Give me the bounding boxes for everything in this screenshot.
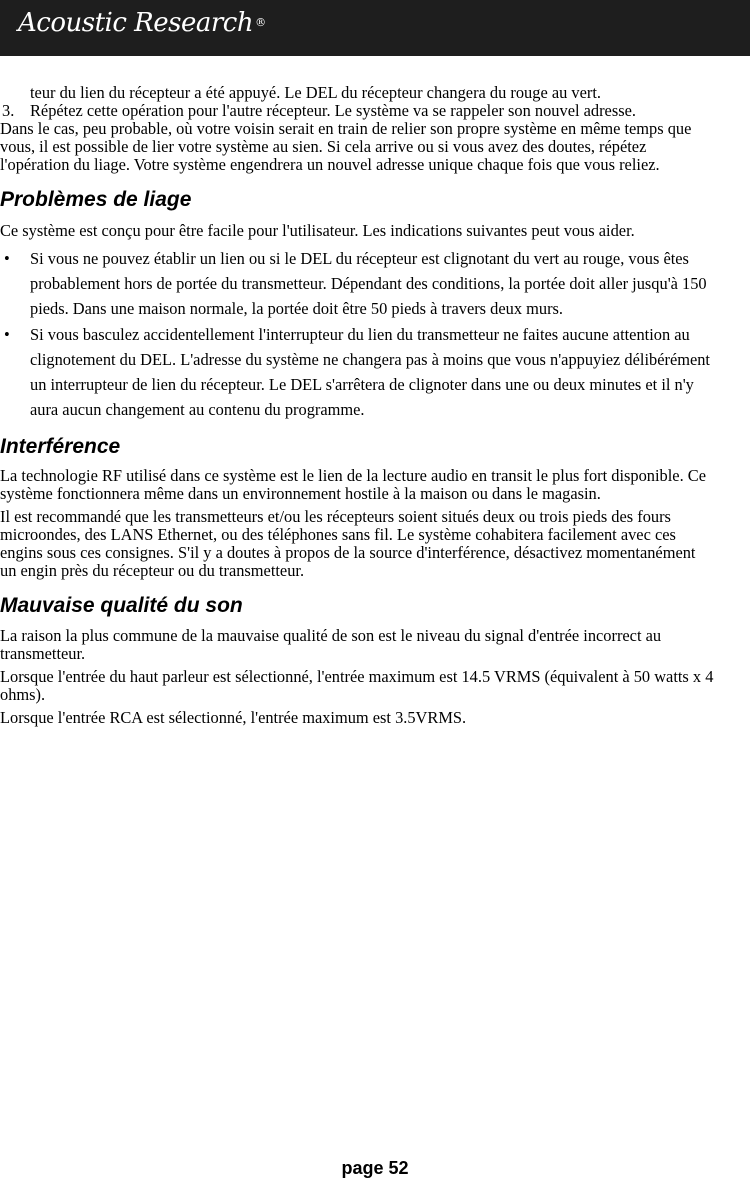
bullet-text: Si vous basculez accidentellement l'interrupteur du lien du transmetteur ne faites aucune attention au clignotement du DEL. L'adresse du système ne changera pas à moins que vous n'appuyiez délibérément un interrupteur de lien du récepteur. Le DEL s'arrêtera de clignoter dans une ou deux minutes et il n'y aura aucun changement au contenu du programme. <box>30 324 710 420</box>
sound-paragraph-2: Lorsque l'entrée du haut parleur est sélectionné, l'entrée maximum est 14.5 VRMS (équivalent à 50 watts x 4 ohms). <box>0 667 714 705</box>
list-item <box>0 322 714 423</box>
heading-mauvaise-qualite-du-son: Mauvaise qualité du son <box>0 594 243 618</box>
interference-paragraph-1: La technologie RF utilisé dans ce système est le lien de la lecture audio en transit le plus fort disponible. Ce système fonctionnera même dans un environnement hostile à la maison ou dans le magasin. <box>0 466 706 504</box>
heading-problemes-de-liage: Problèmes de liage <box>0 188 192 211</box>
list-item <box>0 246 714 322</box>
step-3-text: Répétez cette opération pour l'autre récepteur. Le système va se rappeler son nouvel adresse. <box>30 101 636 120</box>
interference-paragraph-2: Il est recommandé que les transmetteurs et/ou les récepteurs soient situés deux ou trois pieds des fours microondes, des LANS Ethernet, ou des téléphones sans fil. Le système cohabitera facilement avec ces engins sous ces consignes. S'il y a doutes à propos de la source d'interférence, désactivez momentanément un engin près du récepteur ou du transmetteur. <box>0 507 696 581</box>
liage-bullet-list <box>0 246 714 422</box>
heading-interference: Interférence <box>0 435 121 459</box>
sound-paragraph-1: La raison la plus commune de la mauvaise qualité de son est le niveau du signal d'entrée incorrect au transmetteur. <box>0 626 662 664</box>
step-3 <box>0 102 714 120</box>
brand-logo <box>18 8 266 38</box>
registered-mark: ® <box>255 16 266 29</box>
header-bar <box>0 0 750 56</box>
continued-step-text: teur du lien du récepteur a été appuyé. Le DEL du récepteur changera du rouge au vert. <box>30 83 601 102</box>
bullet-text: Si vous ne pouvez établir un lien ou si le DEL du récepteur est clignotant du vert au rouge, vous êtes probablement hors de portée du transmetteur. Dépendant des conditions, la portée doit aller jusqu'à 150 pieds. Dans une maison normale, la portée doit être 50 pieds à travers deux murs. <box>30 249 707 319</box>
sound-paragraph-3: Lorsque l'entrée RCA est sélectionné, l'entrée maximum est 3.5VRMS. <box>0 708 467 728</box>
bullet-marker: • <box>4 249 10 268</box>
neighbor-paragraph: Dans le cas, peu probable, où votre voisin serait en train de relier son propre système en même temps que vous, il est possible de lier votre système au sien. Si cela arrive ou si vous avez des doutes, répétez l'opération du liage. Votre système engendrera un nouvel adresse unique chaque fois que vous reliez. <box>0 119 692 174</box>
page-number: page 52 <box>341 1158 409 1178</box>
brand-name: Acoustic Research <box>18 8 254 38</box>
liage-intro: Ce système est conçu pour être facile pour l'utilisateur. Les indications suivantes peut vous aider. <box>0 221 635 240</box>
bullet-marker: • <box>4 324 10 344</box>
page-content <box>0 84 714 727</box>
step-3-number: 3. <box>2 101 15 120</box>
